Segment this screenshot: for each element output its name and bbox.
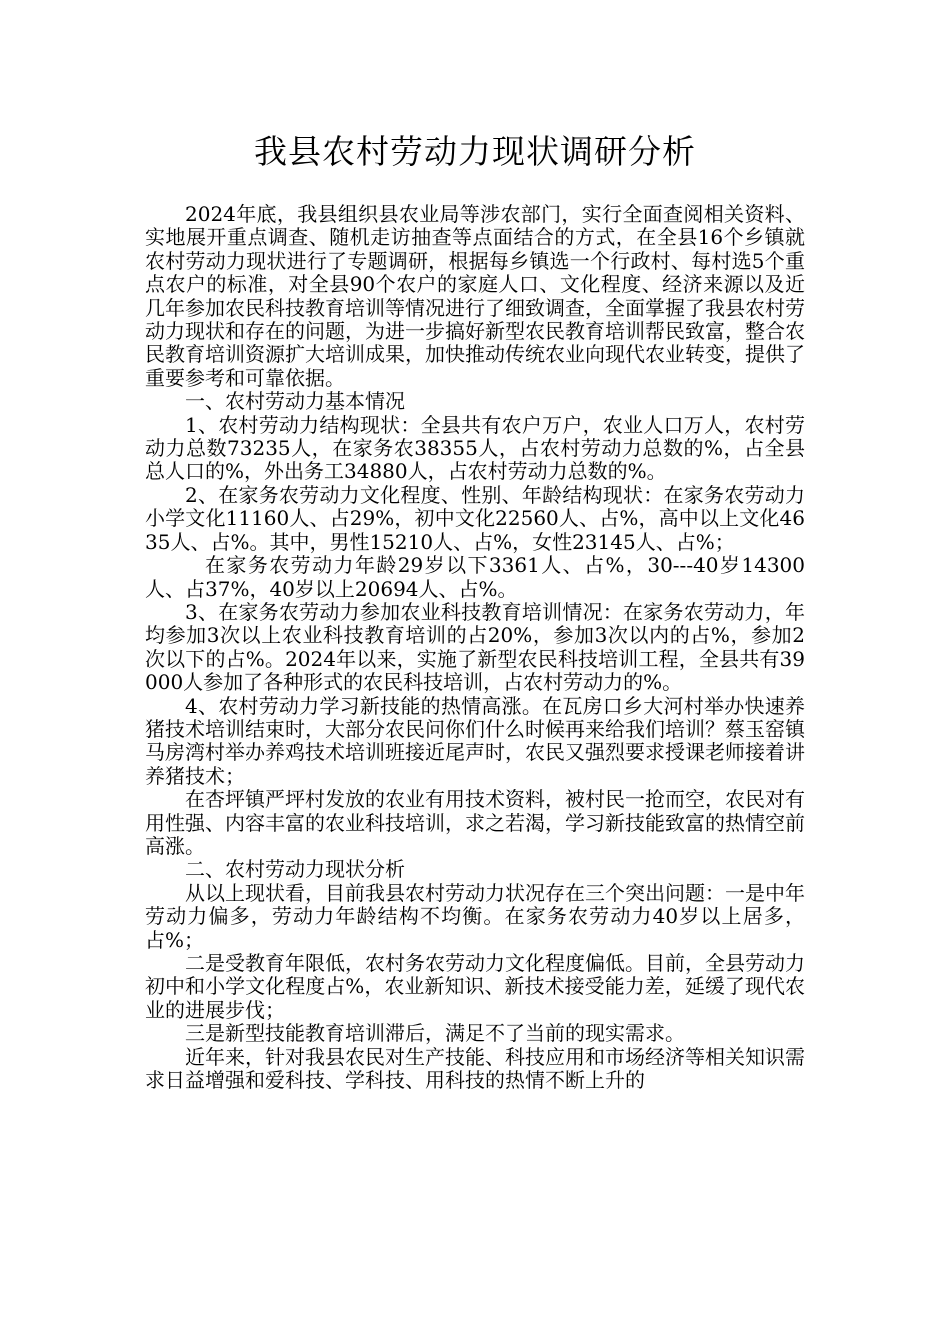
document-body <box>145 203 805 1092</box>
section-heading-basic-situation: 一、农村劳动力基本情况 <box>185 389 405 414</box>
paragraph-problem-three: 三是新型技能教育培训滞后，满足不了当前的现实需求。 <box>185 1021 685 1046</box>
document-title: 我县农村劳动力现状调研分析 <box>254 132 696 171</box>
section-heading-analysis: 二、农村劳动力现状分析 <box>185 857 405 882</box>
paragraph-problem-one: 从以上现状看，目前我县农村劳动力状况存在三个突出问题：一是中年劳动力偏多，劳动力年龄结构不均衡。在家务农劳动力40岁以上居多，占%； <box>145 880 805 952</box>
paragraph-training-participation: 3、在家务农劳动力参加农业科技教育培训情况：在家务农劳动力，年均参加3次以上农业科技教育培训的占20%，参加3次以内的占%，参加2次以下的占%。2024年以来，实施了新型农民科技培训工程，全县共有39000人参加了各种形式的农民科技培训，占农村劳动力的%。 <box>145 599 805 695</box>
paragraph-learning-enthusiasm: 4、农村劳动力学习新技能的热情高涨。在瓦房口乡大河村举办快速养猪技术培训结束时，大部分农民问你们什么时候再来给我们培训？蔡玉窑镇马房湾村举办养鸡技术培训班接近尾声时，农民又强烈要求授课老师接着讲养猪技术； <box>145 693 805 788</box>
paragraph-materials-distribution: 在杏坪镇严坪村发放的农业有用技术资料，被村民一抢而空，农民对有用性强、内容丰富的农业科技培训，求之若渴，学习新技能致富的热情空前高涨。 <box>145 787 805 858</box>
paragraph-education-gender: 2、在家务农劳动力文化程度、性别、年龄结构现状：在家务农劳动力小学文化11160人、占29%，初中文化22560人、占%，高中以上文化4635人、占%。其中，男性15210人、占%，女性23145人、占%； <box>145 482 805 554</box>
paragraph-age-structure: 在家务农劳动力年龄29岁以下3361人、占%，30---40岁14300人、占37%，40岁以上20694人、占%。 <box>145 553 805 601</box>
paragraph-recent-years: 近年来，针对我县农民对生产技能、科技应用和市场经济等相关知识需求日益增强和爱科技、学科技、用科技的热情不断上升的 <box>145 1044 805 1093</box>
paragraph-problem-two: 二是受教育年限低，农村务农劳动力文化程度偏低。目前，全县劳动力初中和小学文化程度占%，农业新知识、新技术接受能力差，延缓了现代农业的进展步伐； <box>145 951 805 1022</box>
paragraph-labor-structure: 1、农村劳动力结构现状：全县共有农户万户，农业人口万人，农村劳动力总数73235人，在家务农38355人，占农村劳动力总数的%，占全县总人口的%，外出务工34880人，占农村劳动力总数的%。 <box>145 412 805 484</box>
paragraph-intro: 2024年底，我县组织县农业局等涉农部门，实行全面查阅相关资料、实地展开重点调查、随机走访抽查等点面结合的方式，在全县16个乡镇就农村劳动力现状进行了专题调研，根据每乡镇选一个行政村、每村选5个重点农户的标准，对全县90个农户的家庭人口、文化程度、经济来源以及近几年参加农民科技教育培训等情况进行了细致调查，全面掌握了我县农村劳动力现状和存在的问题，为进一步搞好新型农民教育培训帮民致富，整合农民教育培训资源扩大培训成果，加快推动传统农业向现代农业转变，提供了重要参考和可靠依据。 <box>145 202 805 390</box>
